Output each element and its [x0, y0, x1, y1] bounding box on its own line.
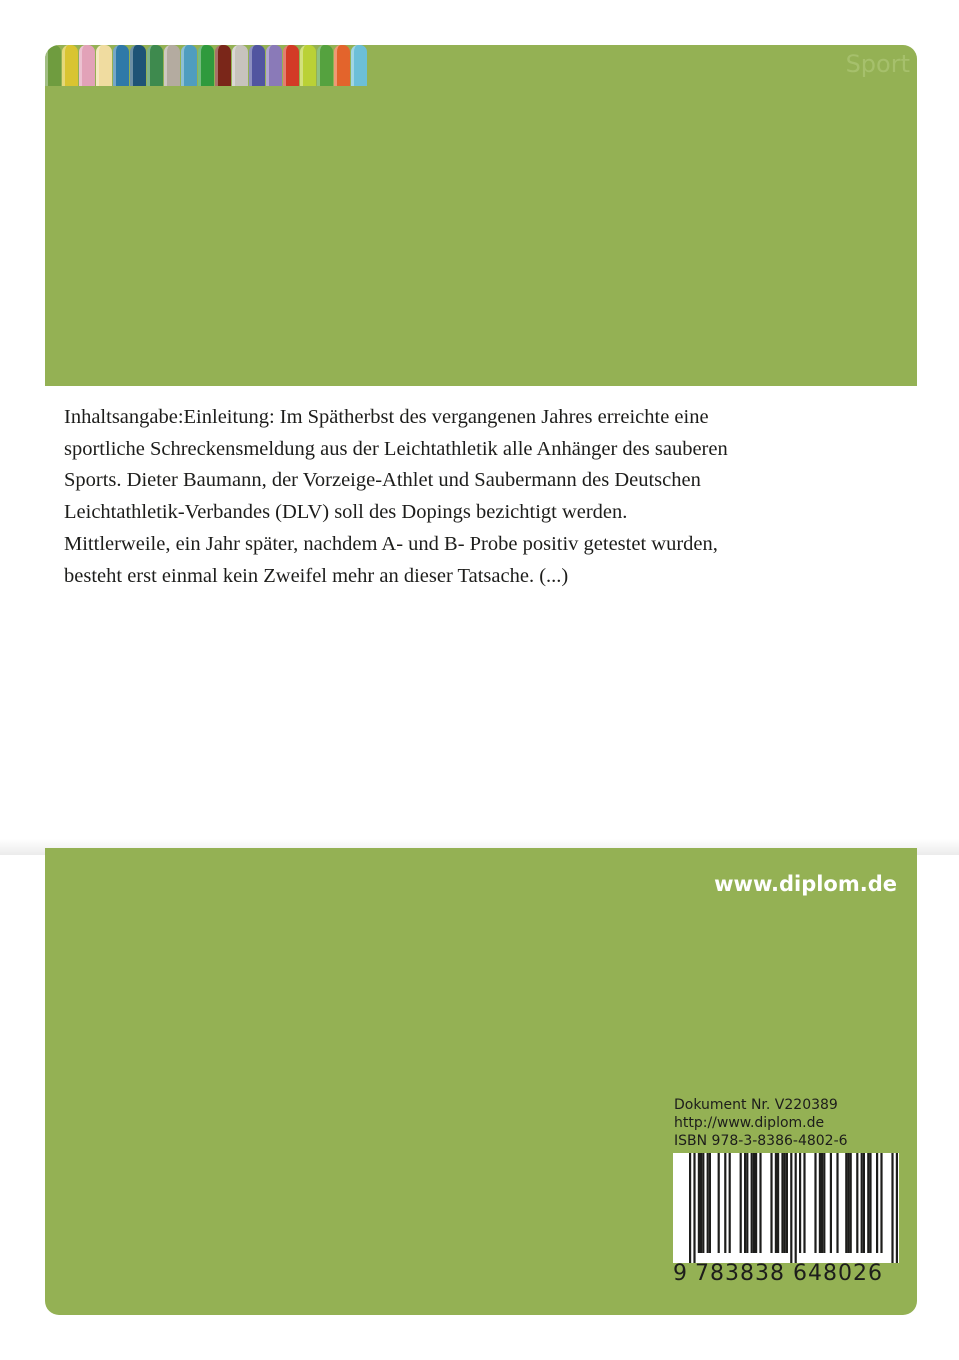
color-tab — [215, 45, 231, 86]
barcode-bar — [746, 1153, 748, 1253]
barcode-bar — [689, 1153, 691, 1263]
barcode-bar — [707, 1153, 709, 1253]
barcode-bar — [795, 1153, 797, 1263]
document-number: Dokument Nr. V220389 — [674, 1097, 838, 1113]
color-tab-strip — [45, 45, 368, 86]
abstract-line: Leichtathletik-Verbandes (DLV) soll des Dopings bezichtigt werden. — [64, 501, 628, 524]
barcode-bar — [799, 1153, 801, 1253]
barcode-bar — [753, 1153, 755, 1253]
barcode-bar — [821, 1153, 823, 1253]
barcode-first-digit: 9 — [673, 1261, 687, 1286]
color-tab — [232, 45, 248, 86]
barcode-bar — [867, 1153, 869, 1253]
barcode-bar — [755, 1153, 757, 1253]
barcode-bar — [891, 1153, 893, 1263]
barcode-bar — [850, 1153, 852, 1253]
color-tab — [266, 45, 282, 86]
barcode-bar — [845, 1153, 847, 1253]
color-tab — [317, 45, 333, 86]
category-label: Sport — [845, 50, 910, 78]
color-tab — [164, 45, 180, 86]
barcode-bar — [803, 1153, 805, 1253]
barcode-bar — [876, 1153, 878, 1253]
barcode-digit-groups — [695, 1261, 883, 1286]
barcode-bar — [856, 1153, 858, 1253]
color-tab — [198, 45, 214, 86]
barcode-bar — [744, 1153, 746, 1253]
barcode-bar — [896, 1153, 898, 1263]
barcode-bar — [814, 1153, 816, 1253]
barcode-bar — [781, 1153, 783, 1253]
color-tab — [45, 45, 61, 86]
color-tab — [300, 45, 316, 86]
document-info — [674, 1096, 848, 1150]
abstract-line: Inhaltsangabe:Einleitung: Im Spätherbst des vergangenen Jahres erreichte eine — [64, 406, 709, 428]
barcode-bar — [770, 1153, 772, 1253]
color-tab — [351, 45, 367, 86]
barcode-bars — [673, 1153, 899, 1263]
barcode-bar — [836, 1153, 838, 1253]
cover-top-panel — [45, 45, 917, 386]
publisher-website: www.diplom.de — [714, 872, 897, 896]
color-tab — [283, 45, 299, 86]
abstract-text — [64, 402, 804, 592]
barcode-bar — [869, 1153, 871, 1253]
color-tab — [249, 45, 265, 86]
color-tab — [181, 45, 197, 86]
barcode-bar — [729, 1153, 731, 1253]
barcode-bar — [718, 1153, 720, 1253]
barcode-left-group: 783838 — [695, 1261, 785, 1286]
barcode-bar — [830, 1153, 832, 1253]
barcode-bar — [863, 1153, 865, 1253]
color-tab — [62, 45, 78, 86]
barcode-bar — [861, 1153, 863, 1253]
barcode-bar — [702, 1153, 704, 1253]
barcode-bar — [823, 1153, 825, 1253]
color-tab — [334, 45, 350, 86]
color-tab — [130, 45, 146, 86]
barcode-bar — [786, 1153, 788, 1253]
barcode-bar — [724, 1153, 726, 1253]
barcode-bar — [790, 1153, 792, 1263]
barcode-bar — [740, 1153, 742, 1253]
color-tab — [147, 45, 163, 86]
barcode-bar — [775, 1153, 777, 1253]
color-tab — [96, 45, 112, 86]
barcode-bar — [709, 1153, 711, 1253]
cover-bottom-panel — [45, 848, 917, 1315]
barcode-bar — [698, 1153, 700, 1253]
barcode-bar — [777, 1153, 779, 1253]
barcode-bar — [880, 1153, 882, 1253]
color-tab — [113, 45, 129, 86]
barcode-bar — [700, 1153, 702, 1253]
barcode-bar — [784, 1153, 786, 1253]
barcode-right-group: 648026 — [792, 1261, 883, 1286]
barcode-bar — [819, 1153, 821, 1253]
barcode-bar — [693, 1153, 695, 1263]
barcode-bar — [759, 1153, 761, 1253]
document-url: http://www.diplom.de — [674, 1115, 825, 1131]
color-tab — [79, 45, 95, 86]
isbn-number: ISBN 978-3-8386-4802-6 — [674, 1133, 848, 1149]
barcode-bar — [751, 1153, 753, 1253]
abstract-line: Sports. Dieter Baumann, der Vorzeige-Athlet und Saubermann des Deutschen — [64, 469, 701, 492]
abstract-line: Mittlerweile, ein Jahr später, nachdem A- und B- Probe positiv getestet wurden, — [64, 532, 718, 555]
abstract-line: besteht erst einmal kein Zweifel mehr an dieser Tatsache. (...) — [64, 564, 569, 587]
barcode-bar — [847, 1153, 849, 1253]
abstract-line: sportliche Schreckensmeldung aus der Leichtathletik alle Anhänger des sauberen — [64, 437, 728, 460]
isbn-barcode — [673, 1153, 899, 1287]
